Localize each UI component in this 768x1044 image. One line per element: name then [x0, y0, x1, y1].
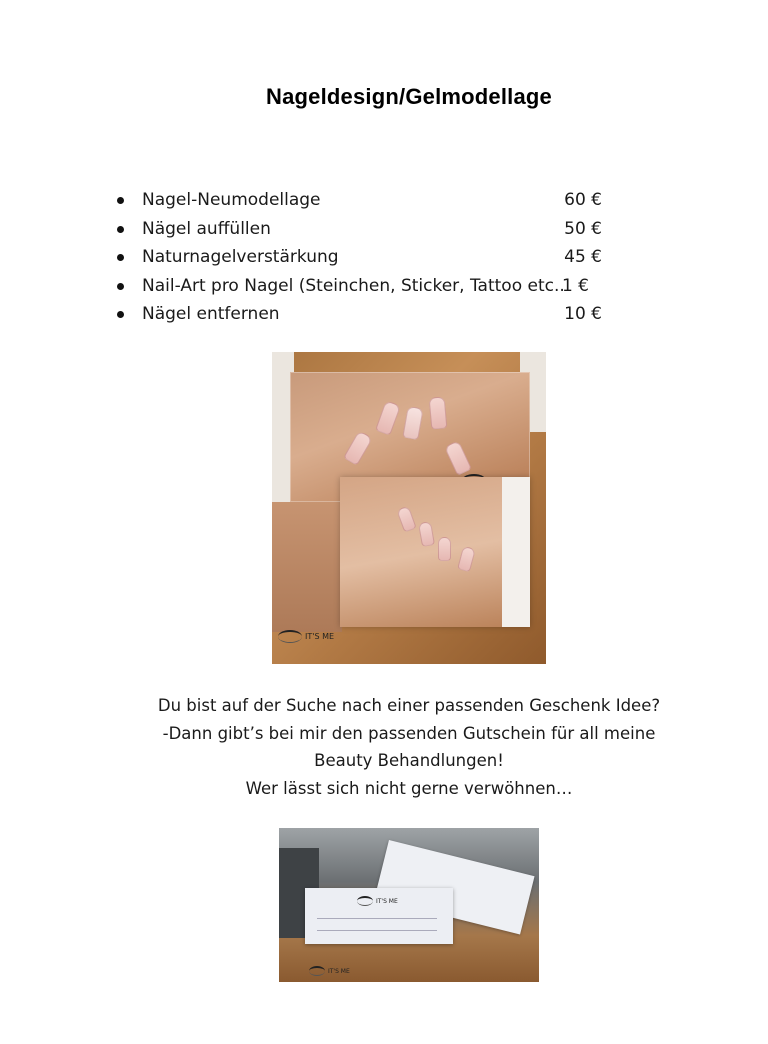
bullet-icon: [117, 254, 124, 261]
service-name: Nägel auffüllen: [142, 218, 271, 239]
salon-logo: IT'S ME: [278, 630, 334, 643]
salon-logo: IT'S ME: [357, 896, 398, 906]
voucher-card-front: [305, 888, 453, 944]
price-list: [117, 186, 607, 329]
nail-design-photo-collage: [272, 352, 546, 664]
service-price: 1 €: [561, 275, 589, 296]
price-list-item: [117, 243, 607, 272]
gift-voucher-photo: [279, 828, 539, 982]
eye-logo-icon: [278, 630, 302, 643]
eye-logo-icon: [309, 966, 325, 976]
service-price: 45 €: [564, 247, 602, 267]
nail-photo-bottom: [340, 477, 530, 627]
price-list-item: [117, 186, 607, 215]
bullet-icon: [117, 197, 124, 204]
service-price: 10 €: [564, 304, 602, 324]
message-line: Beauty Behandlungen!: [314, 751, 504, 770]
service-name: Nail-Art pro Nagel (Steinchen, Sticker, Tattoo etc..: [142, 275, 565, 296]
message-line: Du bist auf der Suche nach einer passenden Geschenk Idee?: [157, 696, 661, 715]
gift-voucher-message: [150, 692, 668, 802]
service-name: Nagel-Neumodellage: [142, 190, 321, 210]
bullet-icon: [117, 311, 124, 318]
message-line: -Dann gibt’s bei mir den passenden Gutschein für all meine: [162, 723, 656, 743]
service-price: 60 €: [564, 190, 602, 210]
service-name: Naturnagelverstärkung: [142, 247, 339, 267]
bullet-icon: [117, 226, 124, 233]
message-line: Wer lässt sich nicht gerne verwöhnen…: [245, 778, 573, 798]
page-title: Nageldesign/Gelmodellage: [266, 84, 552, 109]
price-list-item: [117, 300, 607, 329]
price-list-item: [117, 215, 607, 244]
salon-logo: IT'S ME: [309, 966, 350, 976]
bullet-icon: [117, 283, 124, 290]
service-price: 50 €: [564, 218, 602, 239]
eye-logo-icon: [357, 896, 373, 906]
service-name: Nägel entfernen: [142, 304, 280, 324]
price-list-item: [117, 272, 607, 301]
